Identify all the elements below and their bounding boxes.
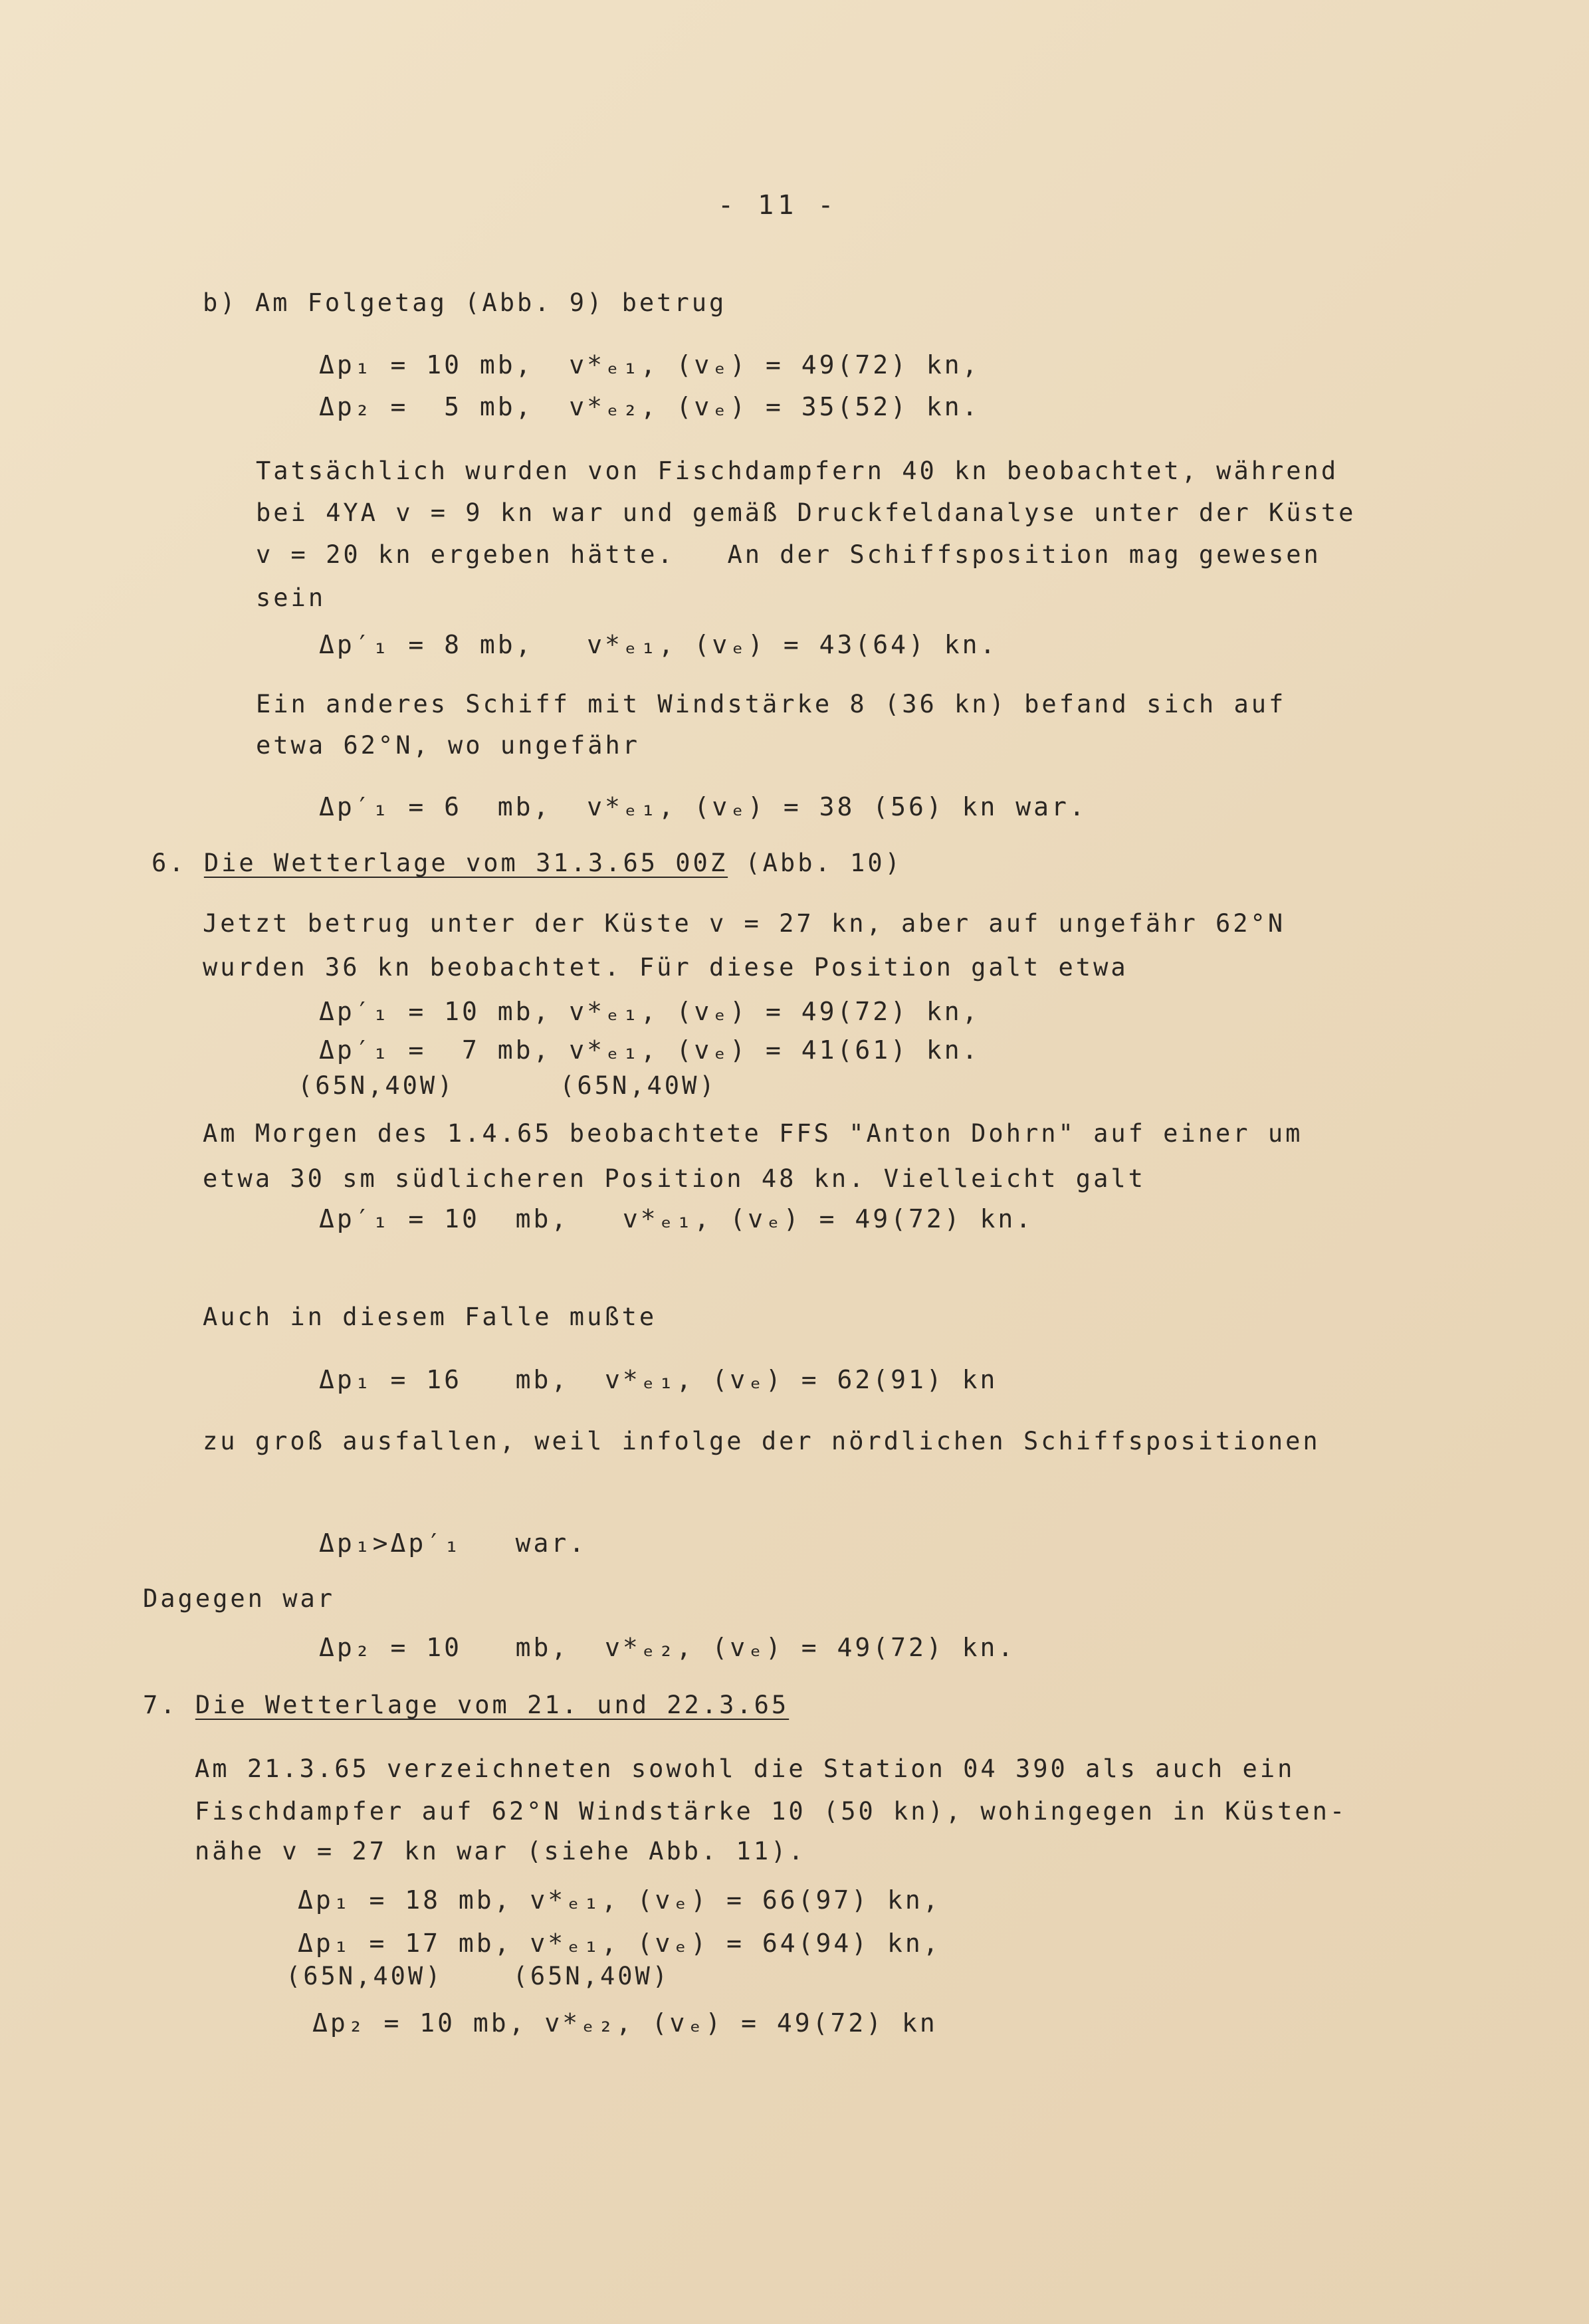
formula-line: Δp′₁ = 10 mb, v*ₑ₁, (vₑ) = 49(72) kn. [319,1204,1034,1233]
text-line: Ein anderes Schiff mit Windstärke 8 (36 kn) befand sich auf [256,690,1287,718]
text-line: zu groß ausfallen, weil infolge der nördlichen Schiffspositionen [203,1427,1321,1455]
text-line: (65N,40W) (65N,40W) [298,1071,717,1100]
section-title: Die Wetterlage vom 21. und 22.3.65 [195,1691,790,1719]
text-line: v = 20 kn ergeben hätte. An der Schiffsposition mag gewesen [256,540,1321,569]
text-line: nähe v = 27 kn war (siehe Abb. 11). [195,1837,806,1865]
text-line: Dagegen war [143,1584,336,1613]
section-heading [152,847,902,879]
text-line: Am 21.3.65 verzeichneten sowohl die Station 04 390 als auch ein [195,1754,1295,1783]
text-line: Jetzt betrug unter der Küste v = 27 kn, aber auf ungefähr 62°N [203,909,1286,938]
text-line: b) Am Folgetag (Abb. 9) betrug [203,288,727,317]
text-line: sein [256,583,326,612]
text-line: etwa 62°N, wo ungefähr [256,731,641,760]
formula-line: Δp₂ = 5 mb, v*ₑ₂, (vₑ) = 35(52) kn. [319,392,980,421]
text-line: Tatsächlich wurden von Fischdampfern 40 kn beobachtet, während [256,457,1339,485]
formula-line: Δp′₁ = 10 mb, v*ₑ₁, (vₑ) = 49(72) kn, [319,997,980,1026]
formula-line: Δp₁ = 17 mb, v*ₑ₁, (vₑ) = 64(94) kn, [298,1929,941,1958]
section-number: 7. [143,1691,195,1719]
section-title: Die Wetterlage vom 31.3.65 00Z [203,849,728,877]
formula-line: Δp′₁ = 8 mb, v*ₑ₁, (vₑ) = 43(64) kn. [319,630,998,659]
section-figure-ref: (Abb. 10) [728,849,902,877]
section-heading [143,1689,789,1721]
formula-line: Δp′₁ = 6 mb, v*ₑ₁, (vₑ) = 38 (56) kn war. [319,792,1087,821]
formula-line: Δp₁ = 18 mb, v*ₑ₁, (vₑ) = 66(97) kn, [298,1885,941,1915]
page-number: - 11 - [718,190,838,221]
text-line: etwa 30 sm südlicheren Position 48 kn. Vielleicht galt [203,1164,1146,1193]
formula-line: Δp′₁ = 7 mb, v*ₑ₁, (vₑ) = 41(61) kn. [319,1035,980,1065]
formula-line: Δp₁ = 16 mb, v*ₑ₁, (vₑ) = 62(91) kn [319,1365,998,1394]
text-line: (65N,40W) (65N,40W) [286,1962,671,1990]
text-line: Fischdampfer auf 62°N Windstärke 10 (50 kn), wohingegen in Küsten- [195,1797,1348,1826]
section-number: 6. [152,849,204,877]
formula-line: Δp₂ = 10 mb, v*ₑ₂, (vₑ) = 49(72) kn. [319,1633,1016,1662]
formula-line: Δp₁>Δp′₁ war. [319,1529,587,1558]
text-line: Auch in diesem Falle mußte [203,1303,657,1331]
formula-line: Δp₂ = 10 mb, v*ₑ₂, (vₑ) = 49(72) kn [312,2008,938,2038]
text-line: wurden 36 kn beobachtet. Für diese Position galt etwa [203,953,1128,982]
formula-line: Δp₁ = 10 mb, v*ₑ₁, (vₑ) = 49(72) kn, [319,350,980,379]
text-line: Am Morgen des 1.4.65 beobachtete FFS "Anton Dohrn" auf einer um [203,1119,1303,1148]
text-line: bei 4YA v = 9 kn war und gemäß Druckfeldanalyse unter der Küste [256,498,1356,527]
